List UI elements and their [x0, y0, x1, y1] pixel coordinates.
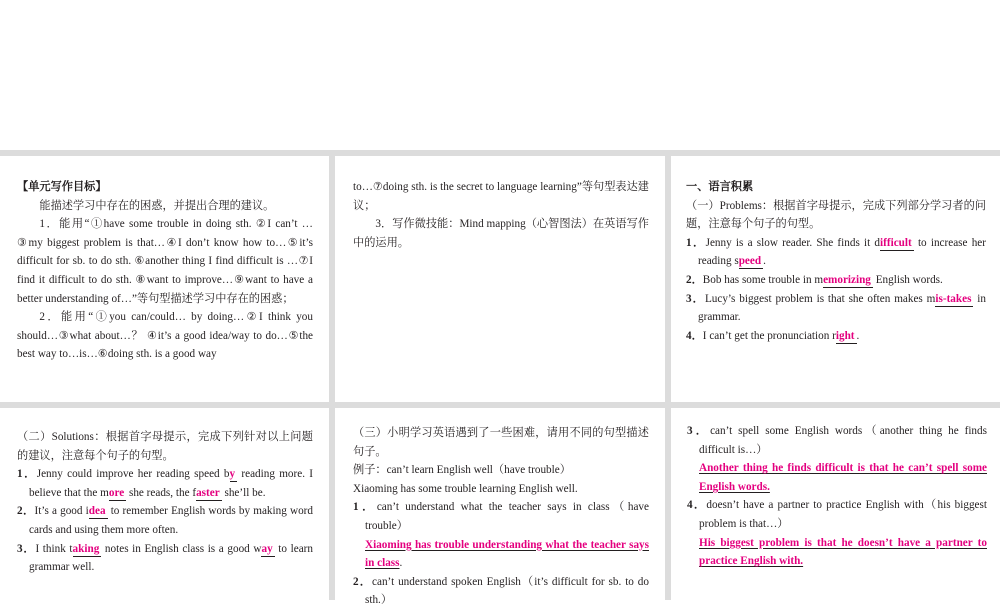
problem-item-3: 3．Lucy’s biggest problem is that she often makes mis-takes in grammar.	[686, 292, 987, 324]
answer-blank: ay	[261, 542, 273, 555]
panel-rewrite-continued	[671, 408, 1000, 600]
answer-blank: dea	[88, 505, 106, 518]
writing-goal-2-continued: to…⑦doing sth. is the secret to language learning”等句型表达建议；	[353, 181, 649, 212]
answer-blank: y	[229, 468, 236, 481]
problems-task: （一）Problems：根据首字母提示，完成下列部分学习者的问题，注意每个句子的句型。	[686, 199, 986, 231]
problem-item-1: 1．Jenny is a slow reader. She finds it difficult to increase her reading speed .	[686, 236, 986, 268]
rewrite-answer-1: Xiaoming has trouble understanding what the teacher says in class.	[365, 538, 649, 570]
rewrite-answer-3: Another thing he finds difficult is that he can’t spell some English words.	[699, 462, 987, 493]
panel-problems	[671, 156, 1000, 402]
writing-goals-intro: 能描述学习中存在的困惑，并提出合理的建议。	[39, 199, 275, 212]
panel-writing-goals-continued	[335, 156, 665, 402]
solution-item-2: 2．It’s a good idea to remember English words by making word cards and using them more often.	[17, 505, 313, 536]
problem-item-4: 4．I can’t get the pronunciation right .	[686, 329, 860, 342]
answer-blank: peed	[738, 255, 762, 268]
writing-goal-2: 2．能用“①you can/could… by doing…②I think you should…③what about…？ ④it’s a good idea/way to do…⑤the best way to…is…⑥doing sth. is a good way	[17, 311, 313, 361]
section-title: 一、语言积累	[686, 181, 754, 193]
answer-blank: ore	[108, 486, 125, 499]
solutions-task: （二）Solutions：根据首字母提示，完成下列针对以上问题的建议，注意每个句子的句型。	[17, 431, 313, 462]
rewrite-item-4: 4．doesn’t have a partner to practice English with（his biggest problem is that…）	[687, 499, 987, 530]
panel-writing-goals	[0, 156, 329, 402]
panel-rewrite	[335, 408, 665, 607]
rewrite-task: （三）小明学习英语遇到了一些困难，请用不同的句型描述句子。	[353, 427, 649, 458]
writing-goal-3: 3．写作微技能：Mind mapping（心智图法）在英语写作中的运用。	[353, 218, 649, 249]
panel-solutions	[0, 408, 329, 600]
answer-blank: ight	[835, 329, 855, 342]
rewrite-answer-4: His biggest problem is that he doesn’t have a partner to practice English with.	[699, 536, 987, 568]
example-answer: Xiaoming has some trouble learning English well.	[353, 482, 578, 495]
solution-item-1: 1．Jenny could improve her reading speed by reading more. I believe that the more she reads, the faster she’ll be.	[17, 468, 313, 499]
writing-goal-1: 1．能用“①have some trouble in doing sth. ②I can’t …③my biggest problem is that…④I don’t know how to…⑤it’s difficult for sb. to do sth. ⑥another thing I find difficult is …⑦I find it difficult to do sth. ⑧want to improve…⑨want to have a better understanding of…”等句型描述学习中存在的困惑；	[17, 218, 313, 305]
writing-goals-heading: 【单元写作目标】	[17, 181, 107, 193]
rewrite-item-1: 1．can’t understand what the teacher says in class（have trouble）	[353, 501, 649, 532]
example-label: 例子：can’t learn English well（have trouble）	[353, 464, 571, 477]
solution-item-3: 3．I think taking notes in English class is a good way to learn grammar well.	[17, 542, 313, 574]
answer-blank: aking	[72, 542, 100, 555]
problem-item-2: 2．Bob has some trouble in memorizing English words.	[686, 273, 943, 286]
answer-blank: is-takes	[935, 292, 972, 305]
rewrite-item-3: 3．can’t spell some English words（another thing he finds difficult is…）	[687, 425, 987, 456]
answer-blank: emorizing	[823, 273, 871, 286]
rewrite-item-2: 2．can’t understand spoken English（it’s difficult for sb. to do sth.）	[353, 575, 649, 607]
answer-blank: ifficult	[880, 236, 912, 249]
answer-blank: aster	[196, 486, 220, 499]
